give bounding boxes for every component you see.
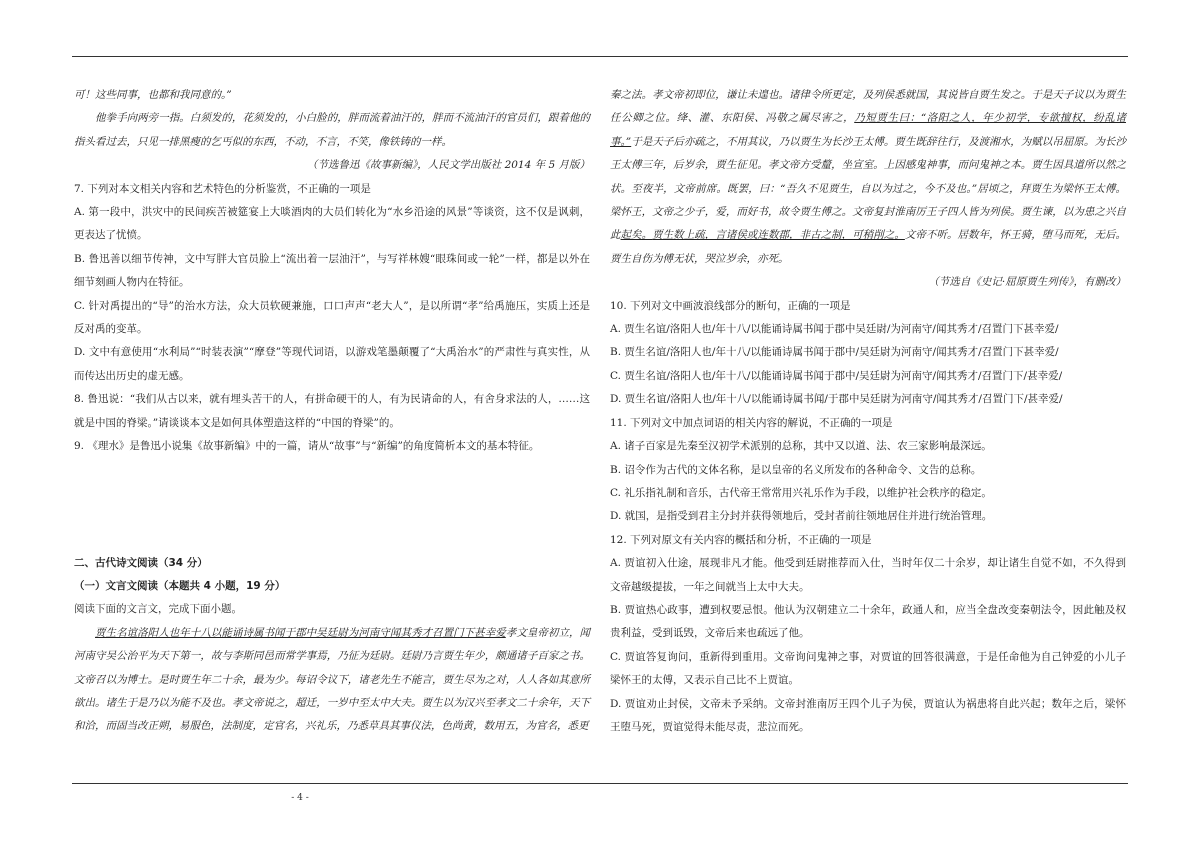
underlined-sentence: 贾生数上疏，言诸侯或连数郡，非古之制，可稍削之。 <box>652 229 905 242</box>
q7-option-a: A. 第一段中，洪灾中的民间疾苦被筵宴上大啖酒肉的大员们转化为“水乡沿途的风景”等谈资，这不仅是讽刺，更表达了忧愤。 <box>74 206 590 242</box>
source-citation: （节选鲁迅《故事新编》，人民文学出版社 2014 年 5 月版） <box>306 159 590 172</box>
q11-option-c: C. 礼乐指礼制和音乐，古代帝王常常用兴礼乐作为手段，以维护社会秩序的稳定。 <box>610 486 992 499</box>
question-9: 9. 《理水》是鲁迅小说集《故事新编》中的一篇，请从“故事”与“新编”的角度简析本文的基本特征。 <box>74 440 540 453</box>
subsection-heading: （一）文言文阅读（本题共 4 小题，19 分） <box>74 579 286 592</box>
passage-text: 于是天子后亦疏之，不用其议，乃以贾生为长沙王太傅。贾生既辞往行，及渡湘水，为赋以吊屈原。为长沙王太傅三年，后岁余，贾生征见。孝文帝方受釐，坐宣室。上因感鬼神事，而问鬼神之本。贾生因具道所以然之状。至夜半，文帝前席。既罢，曰：“吾久不见贾生，自以为过之，今不及也。”居顷之，拜贾生为梁怀王太傅。梁怀王，文帝之少子，爱，而好书，故令贾生傅之。文帝复封淮南厉王子四人皆为列侯。贾生谏，以为患之兴自此 <box>610 135 1127 242</box>
reading-instruction: 阅读下面的文言文，完成下面小题。 <box>74 603 242 616</box>
page-number: - 4 - <box>291 793 309 803</box>
question-7: 7. 下列对本文相关内容和艺术特色的分析鉴赏，不正确的一项是 <box>74 182 371 195</box>
paragraph-1: 可！这些同事，也都和我同意的。” <box>74 89 232 101</box>
top-rule <box>72 56 1128 57</box>
classical-passage-continued <box>610 84 1126 271</box>
q10-option-c: C. 贾生名谊/洛阳人也/年十八/以能诵诗属书闻于郡中/吴廷尉为河南守/闻其秀才/召置门下/甚幸爱/ <box>610 369 1063 382</box>
passage-text: 秦之法。孝文帝初即位，谦让未遑也。诸律令所更定，及列侯悉就国，其说皆自贾生发之。于是天子议以为贾生任公卿之位。绛、灌、东阳侯、冯敬之属尽害之， <box>610 89 1126 125</box>
question-8: 8. 鲁迅说：“我们从古以来，就有埋头苦干的人，有拼命硬干的人，有为民请命的人，有舍身求法的人，……这就是中国的脊梁。”请谈谈本文是如何具体塑造这样的“中国的脊梁”的。 <box>74 393 590 429</box>
underlined-sentence: 起矣。 <box>620 229 653 242</box>
passage-text: 孝文皇帝初立，闻河南守吴公治平为天下第一，故与李斯同邑而常学事焉，乃征为廷尉。廷尉乃言贾生年少，颇通诸子百家之书。文帝召以为博士。是时贾生年二十余，最为少。每诏令议下，诸老先生不能言，贾生尽为之对，人人各如其意所欲出。诸生于是乃以为能不及也。孝文帝说之，超迁，一岁中至太中大夫。贾生以为汉兴至孝文二十余年，天下和洽，而固当改正朔，易服色，法制度，定官名，兴礼乐，乃悉草具其事仪法，色尚黄，数用五，为官名，悉更 <box>74 626 591 733</box>
q10-option-a: A. 贾生名谊/洛阳人也/年十八/以能诵诗属书闻于郡中吴廷尉/为河南守/闻其秀才/召置门下甚幸爱/ <box>610 323 1059 336</box>
wavy-underlined-text: 贾生名谊洛阳人也年十八以能诵诗属书闻于郡中吴廷尉为河南守闻其秀才召置门下甚幸爱 <box>95 626 506 639</box>
section-heading: 二、古代诗文阅读（34 分） <box>74 556 208 569</box>
answer-space <box>74 459 590 552</box>
bottom-rule <box>72 783 1128 784</box>
question-11: 11. 下列对文中加点词语的相关内容的解说，不正确的一项是 <box>610 416 893 429</box>
classical-passage-start <box>74 622 590 739</box>
q11-option-a: A. 诸子百家是先秦至汉初学术派别的总称，其中又以道、法、农三家影响最深远。 <box>610 440 992 453</box>
q10-option-d: D. 贾生名谊/洛阳人也/年十八/以能诵诗属书闻/于郡中吴廷尉为河南守/闻其秀才/召置门下/甚幸爱/ <box>610 393 1063 406</box>
q12-option-a: A. 贾谊初入仕途，展现非凡才能。他受到廷尉推荐而入仕，当时年仅二十余岁，却让诸生自觉不如，不久得到文帝越级提拔，一年之间就当上太中大夫。 <box>610 557 1126 593</box>
question-12: 12. 下列对原文有关内容的概括和分析，不正确的一项是 <box>610 533 872 546</box>
q12-option-c: C. 贾谊答复询问，重新得到重用。文帝询问鬼神之事，对贾谊的回答很满意，于是任命他为自己钟爱的小儿子梁怀王的太傅，又表示自己比不上贾谊。 <box>610 650 1126 687</box>
left-column <box>74 84 590 739</box>
question-10: 10. 下列对文中画波浪线部分的断句，正确的一项是 <box>610 299 851 312</box>
q7-option-d: D. 文中有意使用“水利局”“时装表演”“摩登”等现代词语，以游戏笔墨颠覆了“大禹治水”的严肃性与真实性，从而传达出历史的虚无感。 <box>74 346 590 382</box>
q12-option-d: D. 贾谊劝止封侯，文帝未予采纳。文帝封淮南厉王四个儿子为侯，贾谊认为祸患将自此兴起；数年之后，梁怀王堕马死，贾谊觉得未能尽责，悲泣而死。 <box>610 697 1126 733</box>
q7-option-c: C. 针对禹提出的“导”的治水方法，众大员软硬兼施，口口声声“老大人”，是以所谓“孝”给禹施压，实质上还是反对禹的变革。 <box>74 299 590 336</box>
q11-option-b: B. 诏令作为古代的文体名称，是以皇帝的名义所发布的各种命令、文告的总称。 <box>610 463 982 476</box>
q12-option-b: B. 贾谊热心政事，遭到权要忌恨。他认为汉朝建立二十余年，政通人和，应当全盘改变秦朝法令，因此触及权贵利益，受到诋毁，文帝后来也疏远了他。 <box>610 603 1126 640</box>
source-citation: （节选自《史记·屈原贾生列传》，有删改） <box>928 276 1126 289</box>
paragraph-2: 他拳手向两旁一指。白须发的，花须发的，小白脸的，胖而流着油汗的，胖而不流油汗的官员们，跟着他的指头看过去，只见一排黑瘦的乞丐似的东西，不动，不言，不笑，像铁铸的一样。 <box>74 112 590 148</box>
right-column <box>610 84 1126 739</box>
passage-text: 文帝不听。居数年，怀王骑，堕马而死，无后。贾生自伤为傅无状，哭泣岁余，亦死。 <box>610 229 1126 265</box>
q11-option-d: D. 就国，是指受到君主分封并获得领地后，受封者前往领地居住并进行统治管理。 <box>610 510 993 523</box>
q7-option-b: B. 鲁迅善以细节传神，文中写胖大官员脸上“流出着一层油汗”，与写祥林嫂“眼珠间或一轮”一样，都是以外在细节刻画人物内在特征。 <box>74 252 590 289</box>
underlined-sentence: 乃短贾生曰：“洛阳之人，年少初学，专欲擅权，纷乱诸事。” <box>610 112 1126 148</box>
q10-option-b: B. 贾生名谊/洛阳人也/年十八/以能诵诗属书闻于郡中/吴廷尉为河南守/闻其秀才/召置门下甚幸爱/ <box>610 346 1059 359</box>
